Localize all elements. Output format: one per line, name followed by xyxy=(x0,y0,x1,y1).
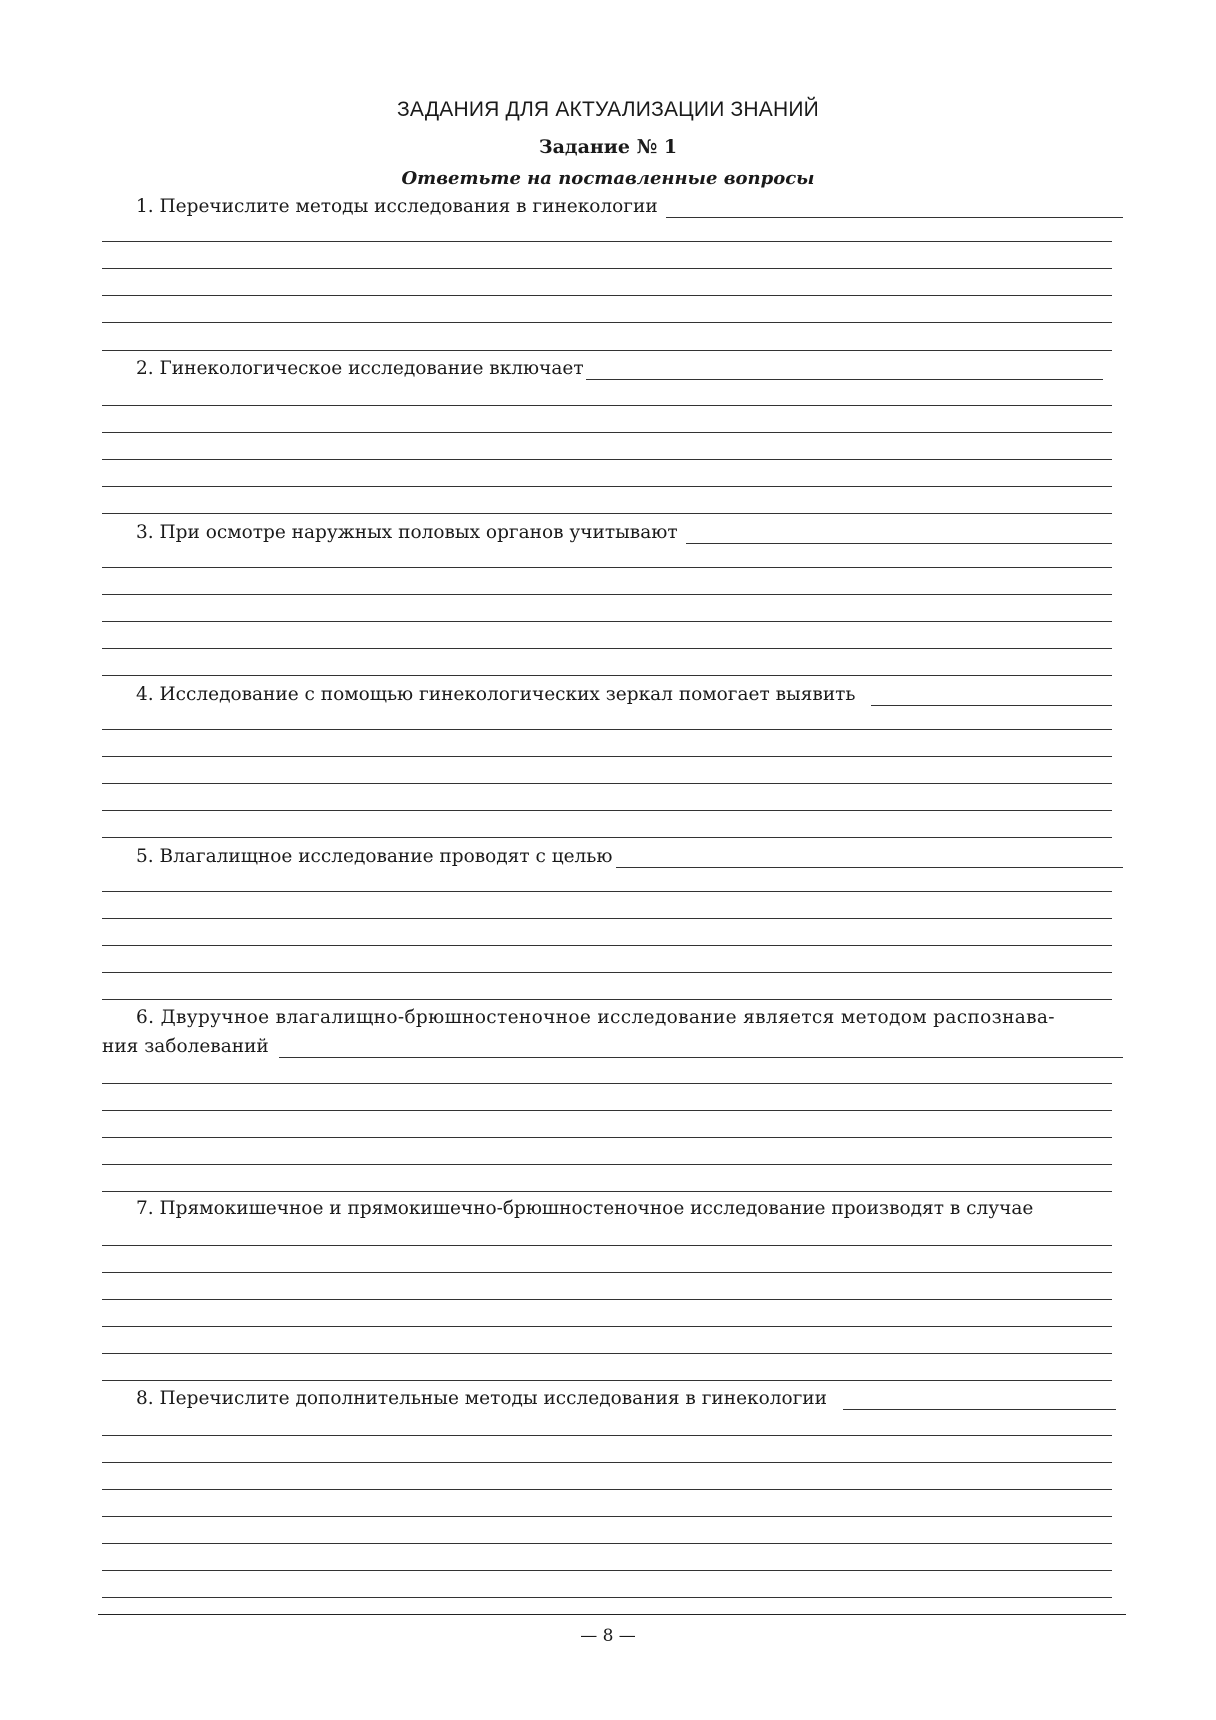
answer-line[interactable] xyxy=(102,1299,1112,1300)
answer-line[interactable] xyxy=(102,432,1112,433)
question-2 xyxy=(102,358,1103,380)
question-6-continuation-text: ния заболеваний xyxy=(102,1036,269,1057)
answer-line[interactable] xyxy=(102,567,1112,568)
answer-line[interactable] xyxy=(102,350,1112,351)
answer-line[interactable] xyxy=(102,1462,1112,1463)
answer-line[interactable] xyxy=(102,621,1112,622)
answer-line[interactable] xyxy=(102,810,1112,811)
answer-line[interactable] xyxy=(102,648,1112,649)
question-6-continuation xyxy=(102,1036,1123,1058)
question-2-text: 2. Гинекологическое исследование включает xyxy=(136,358,584,379)
answer-line[interactable] xyxy=(102,891,1112,892)
question-5 xyxy=(102,846,1123,868)
answer-line[interactable] xyxy=(102,1435,1112,1436)
answer-line[interactable] xyxy=(686,525,1112,544)
answer-line[interactable] xyxy=(102,1543,1112,1544)
answer-line[interactable] xyxy=(843,1391,1116,1410)
answer-line[interactable] xyxy=(102,268,1112,269)
question-8-text: 8. Перечислите дополнительные методы исследования в гинекологии xyxy=(136,1388,827,1409)
answer-line[interactable] xyxy=(102,295,1112,296)
answer-line[interactable] xyxy=(102,972,1112,973)
question-1-text: 1. Перечислите методы исследования в гинекологии xyxy=(136,196,658,217)
answer-line[interactable] xyxy=(102,1164,1112,1165)
answer-line[interactable] xyxy=(102,1380,1112,1381)
answer-line[interactable] xyxy=(102,1110,1112,1111)
answer-line[interactable] xyxy=(871,687,1112,706)
question-7-text: 7. Прямокишечное и прямокишечно-брюшностеночное исследование производят в случае xyxy=(136,1198,1034,1219)
answer-line[interactable] xyxy=(102,1272,1112,1273)
question-7 xyxy=(102,1198,1123,1220)
question-4 xyxy=(102,684,1112,706)
answer-line[interactable] xyxy=(616,849,1123,868)
answer-line[interactable] xyxy=(102,405,1112,406)
answer-line[interactable] xyxy=(102,513,1112,514)
answer-line[interactable] xyxy=(102,241,1112,242)
answer-line[interactable] xyxy=(102,459,1112,460)
answer-line[interactable] xyxy=(586,361,1103,380)
answer-line[interactable] xyxy=(102,1489,1112,1490)
answer-line[interactable] xyxy=(102,1137,1112,1138)
question-5-text: 5. Влагалищное исследование проводят с целью xyxy=(136,846,613,867)
answer-line[interactable] xyxy=(102,1083,1112,1084)
question-1 xyxy=(102,196,1123,218)
page-number: — 8 — xyxy=(580,1626,636,1646)
answer-line[interactable] xyxy=(102,729,1112,730)
answer-line[interactable] xyxy=(102,1245,1112,1246)
answer-line[interactable] xyxy=(102,1597,1112,1598)
answer-line[interactable] xyxy=(102,1570,1112,1571)
question-3-text: 3. При осмотре наружных половых органов учитывают xyxy=(136,522,678,543)
answer-line[interactable] xyxy=(102,1353,1112,1354)
answer-line[interactable] xyxy=(102,837,1112,838)
answer-line[interactable] xyxy=(102,594,1112,595)
footer-rule xyxy=(98,1614,1126,1615)
answer-line[interactable] xyxy=(102,945,1112,946)
question-6 xyxy=(102,1007,1123,1029)
answer-line[interactable] xyxy=(102,756,1112,757)
task-title: Задание № 1 xyxy=(538,136,678,158)
question-3 xyxy=(102,522,1112,544)
question-4-text: 4. Исследование с помощью гинекологических зеркал помогает выявить xyxy=(136,684,856,705)
answer-line[interactable] xyxy=(102,1326,1112,1327)
question-6-text: 6. Двуручное влагалищно-брюшностеночное исследование является методом распознава- xyxy=(136,1007,1055,1028)
section-title: ЗАДАНИЯ ДЛЯ АКТУАЛИЗАЦИИ ЗНАНИЙ xyxy=(397,98,819,121)
task-instruction: Ответьте на поставленные вопросы xyxy=(401,168,815,189)
answer-line[interactable] xyxy=(102,322,1112,323)
answer-line[interactable] xyxy=(102,486,1112,487)
answer-line[interactable] xyxy=(102,999,1112,1000)
answer-line[interactable] xyxy=(102,675,1112,676)
answer-line[interactable] xyxy=(102,1516,1112,1517)
answer-line[interactable] xyxy=(102,783,1112,784)
answer-line[interactable] xyxy=(102,1191,1112,1192)
answer-line[interactable] xyxy=(666,199,1123,218)
answer-line[interactable] xyxy=(102,918,1112,919)
question-8 xyxy=(102,1388,1116,1410)
answer-line[interactable] xyxy=(279,1039,1123,1058)
